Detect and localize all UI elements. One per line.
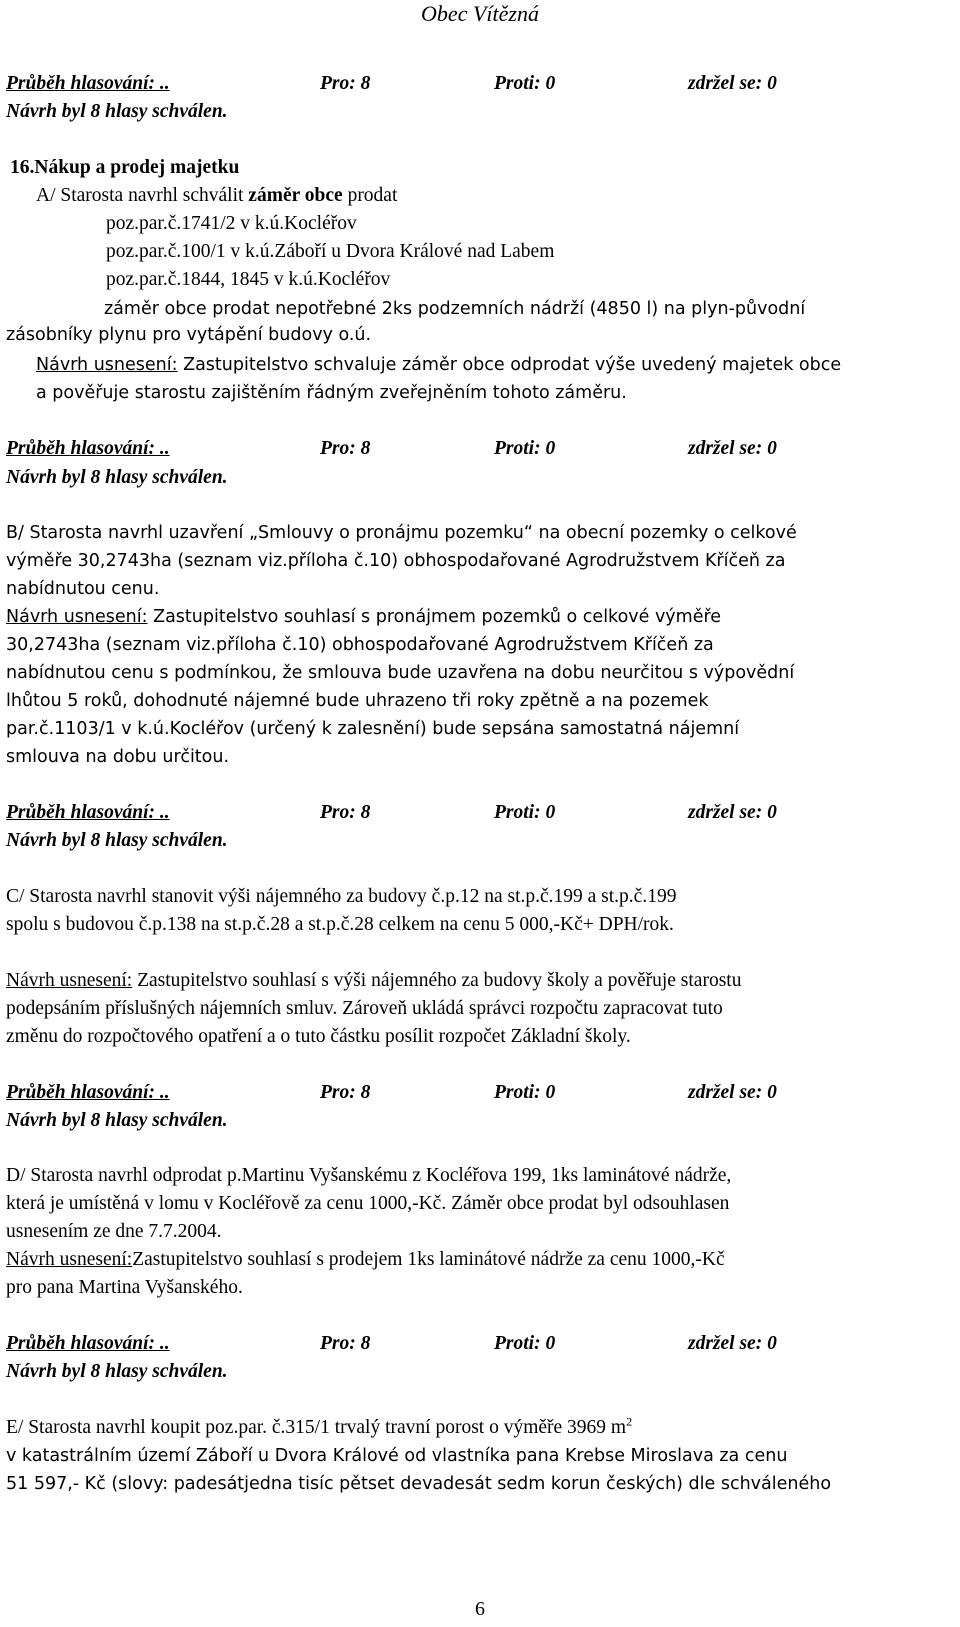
paragraph-line: výměře 30,2743ha (seznam viz.příloha č.10) obhospodařované Agrodružstvem Kříčeň za	[6, 551, 786, 571]
vote-pro: Pro: 8	[320, 438, 371, 459]
paragraph-line	[36, 183, 397, 209]
text-span: A/ Starosta navrhl schválit	[36, 185, 249, 206]
section-heading: 16.Nákup a prodej majetku	[10, 157, 240, 178]
vote-pro: Pro: 8	[320, 1082, 371, 1103]
vote-abstain: zdržel se: 0	[688, 1082, 777, 1103]
vote-process-label: Průběh hlasování: ..	[6, 1082, 170, 1103]
vote-proti: Proti: 0	[494, 438, 556, 459]
resolution-line	[6, 604, 721, 630]
resolution-line: smlouva na dobu určitou.	[6, 747, 230, 767]
parcel-line: poz.par.č.1844, 1845 v k.ú.Kocléřov	[106, 269, 391, 290]
resolution-line: pro pana Martina Vyšanského.	[6, 1277, 243, 1298]
vote-pro: Pro: 8	[320, 802, 371, 823]
paragraph-line: nabídnutou cenu.	[6, 579, 160, 599]
text-span: Zastupitelstvo schvaluje záměr obce odprodat výše uvedený majetek obce	[177, 355, 842, 375]
paragraph-line: usnesením ze dne 7.7.2004.	[6, 1221, 222, 1242]
resolution-line	[6, 968, 741, 994]
superscript: 2	[626, 1414, 633, 1429]
resolution-line: lhůtou 5 roků, dohodnuté nájemné bude uhrazeno tři roky zpětně a na pozemek	[6, 691, 709, 711]
paragraph-line: D/ Starosta navrhl odprodat p.Martinu Vyšanskému z Kocléřova 199, 1ks laminátové nádrže,	[6, 1165, 732, 1186]
vote-proti: Proti: 0	[494, 1333, 556, 1354]
vote-proti: Proti: 0	[494, 802, 556, 823]
text-span: E/ Starosta navrhl koupit poz.par. č.315/1 trvalý travní porost o výměře 3969 m	[6, 1417, 627, 1438]
resolution-label: Návrh usnesení:	[6, 970, 133, 991]
vote-result: Návrh byl 8 hlasy schválen.	[6, 830, 228, 851]
page-header-title: Obec Vítězná	[421, 1, 539, 26]
vote-process-label: Průběh hlasování: ..	[6, 1333, 170, 1354]
paragraph-line: B/ Starosta navrhl uzavření „Smlouvy o pronájmu pozemku“ na obecní pozemky o celkové	[6, 523, 797, 543]
vote-process-label: Průběh hlasování: ..	[6, 802, 170, 823]
page-number: 6	[475, 1598, 485, 1620]
resolution-line: změnu do rozpočtového opatření a o tuto částku posílit rozpočet Základní školy.	[6, 1026, 631, 1047]
text-span: Zastupitelstvo souhlasí s výši nájemného za budovy školy a pověřuje starostu	[132, 970, 742, 991]
vote-pro: Pro: 8	[320, 1333, 371, 1354]
parcel-line: poz.par.č.100/1 v k.ú.Záboří u Dvora Králové nad Labem	[106, 241, 555, 262]
vote-result: Návrh byl 8 hlasy schválen.	[6, 1110, 228, 1131]
vote-pro: Pro: 8	[320, 73, 371, 94]
resolution-line	[6, 1247, 725, 1273]
parcel-line: poz.par.č.1741/2 v k.ú.Kocléřov	[106, 213, 357, 234]
vote-process-label: Průběh hlasování: ..	[6, 73, 170, 94]
resolution-line: nabídnutou cenu s podmínkou, že smlouva bude uzavřena na dobu neurčitou s výpovědní	[6, 663, 795, 683]
text-span-bold: záměr obce	[248, 185, 343, 206]
paragraph-line: spolu s budovou č.p.138 na st.p.č.28 a st.p.č.28 celkem na cenu 5 000,-Kč+ DPH/rok.	[6, 914, 674, 935]
paragraph-line: 51 597,- Kč (slovy: padesátjedna tisíc pětset devadesát sedm korun českých) dle schváleného	[6, 1474, 832, 1494]
vote-proti: Proti: 0	[494, 1082, 556, 1103]
resolution-line	[36, 352, 841, 378]
vote-abstain: zdržel se: 0	[688, 1333, 777, 1354]
vote-abstain: zdržel se: 0	[688, 73, 777, 94]
vote-proti: Proti: 0	[494, 73, 556, 94]
paragraph-line	[6, 1415, 632, 1441]
resolution-label: Návrh usnesení:	[6, 607, 148, 627]
paragraph-line: zásobníky plynu pro vytápění budovy o.ú.	[6, 325, 372, 345]
vote-process-label: Průběh hlasování: ..	[6, 438, 170, 459]
resolution-line: par.č.1103/1 v k.ú.Kocléřov (určený k zalesnění) bude sepsána samostatná nájemní	[6, 719, 740, 739]
resolution-line: 30,2743ha (seznam viz.příloha č.10) obhospodařované Agrodružstvem Kříčeň za	[6, 635, 714, 655]
paragraph-line: C/ Starosta navrhl stanovit výši nájemného za budovy č.p.12 na st.p.č.199 a st.p.č.199	[6, 886, 677, 907]
resolution-line: a pověřuje starostu zajištěním řádným zveřejněním tohoto záměru.	[36, 383, 627, 403]
resolution-line: podepsáním příslušných nájemních smluv. Zároveň ukládá správci rozpočtu zapracovat tuto	[6, 998, 723, 1019]
text-span: prodat	[342, 185, 398, 206]
text-span: Zastupitelstvo souhlasí s pronájmem pozemků o celkové výměře	[147, 607, 722, 627]
vote-result: Návrh byl 8 hlasy schválen.	[6, 101, 228, 122]
resolution-label: Návrh usnesení:	[6, 1249, 133, 1270]
vote-result: Návrh byl 8 hlasy schválen.	[6, 1361, 228, 1382]
vote-abstain: zdržel se: 0	[688, 802, 777, 823]
paragraph-line: záměr obce prodat nepotřebné 2ks podzemních nádrží (4850 l) na plyn-původní	[104, 299, 806, 319]
text-span: Zastupitelstvo souhlasí s prodejem 1ks laminátové nádrže za cenu 1000,-Kč	[132, 1249, 725, 1270]
resolution-label: Návrh usnesení:	[36, 355, 178, 375]
paragraph-line: která je umístěná v lomu v Kocléřově za cenu 1000,-Kč. Záměr obce prodat byl odsouhlasen	[6, 1193, 730, 1214]
vote-result: Návrh byl 8 hlasy schválen.	[6, 467, 228, 488]
vote-abstain: zdržel se: 0	[688, 438, 777, 459]
paragraph-line: v katastrálním území Záboří u Dvora Králové od vlastníka pana Krebse Miroslava za cenu	[6, 1446, 788, 1466]
